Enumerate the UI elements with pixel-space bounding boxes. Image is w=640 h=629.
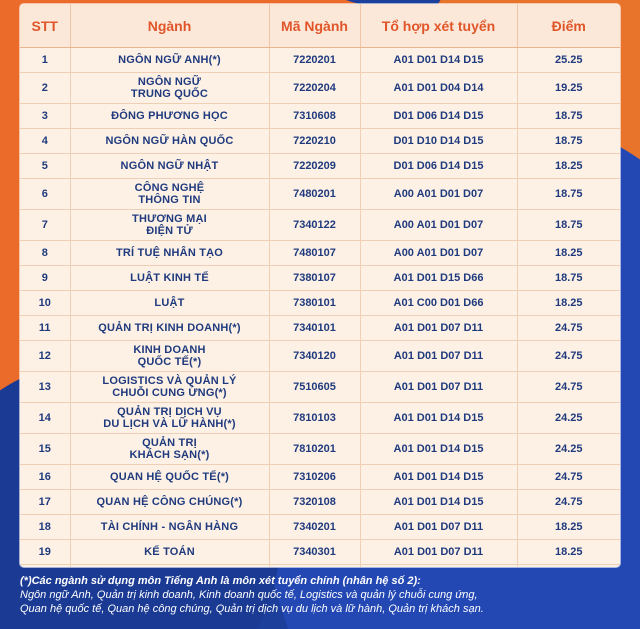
cell-score: 18.75	[517, 104, 620, 129]
cell-stt: 8	[20, 241, 70, 266]
header-stt: STT	[20, 4, 70, 48]
cell-subject-combination: A01 D01 D07 D11	[360, 515, 517, 540]
cell-major-name: QUẢN TRỊ KINH DOANH(*)	[70, 316, 269, 341]
cell-major-code	[269, 565, 360, 568]
cell-stt: 2	[20, 73, 70, 104]
cell-score: 18.25	[517, 241, 620, 266]
cell-stt: 5	[20, 154, 70, 179]
cell-subject-combination: A01 D01 D07 D11	[360, 372, 517, 403]
cell-subject-combination: D01 D06 D14 D15	[360, 104, 517, 129]
cell-stt: 17	[20, 490, 70, 515]
cell-major-name	[70, 565, 269, 568]
cell-subject-combination: D01 D06 D14 D15	[360, 154, 517, 179]
table-row	[20, 565, 620, 568]
cell-major-name: QUẢN TRỊ KHÁCH SẠN(*)	[70, 434, 269, 465]
table-row	[20, 490, 620, 515]
cell-stt: 6	[20, 179, 70, 210]
table-row	[20, 179, 620, 210]
cell-score: 18.25	[517, 540, 620, 565]
cell-stt: 15	[20, 434, 70, 465]
cell-subject-combination: A01 C00 D01 D66	[360, 291, 517, 316]
cell-major-code: 7220209	[269, 154, 360, 179]
cell-stt	[20, 565, 70, 568]
cell-score: 18.75	[517, 210, 620, 241]
cell-subject-combination: A00 A01 D01 D07	[360, 179, 517, 210]
cell-major-name: QUẢN TRỊ DỊCH VỤ DU LỊCH VÀ LỮ HÀNH(*)	[70, 403, 269, 434]
cell-major-code: 7340101	[269, 316, 360, 341]
cell-score: 24.75	[517, 341, 620, 372]
cell-score: 18.25	[517, 154, 620, 179]
cell-major-name: TÀI CHÍNH - NGÂN HÀNG	[70, 515, 269, 540]
cell-stt: 19	[20, 540, 70, 565]
cell-subject-combination: D01 D10 D14 D15	[360, 129, 517, 154]
footnote	[20, 574, 630, 616]
cell-major-code: 7510605	[269, 372, 360, 403]
cell-major-name: KINH DOANH QUỐC TẾ(*)	[70, 341, 269, 372]
table-row	[20, 104, 620, 129]
table-row	[20, 372, 620, 403]
table-row	[20, 210, 620, 241]
cell-score: 19.25	[517, 73, 620, 104]
cell-stt: 14	[20, 403, 70, 434]
cell-subject-combination: A01 D01 D07 D11	[360, 341, 517, 372]
cell-major-code: 7480107	[269, 241, 360, 266]
table-header-row	[20, 4, 620, 48]
header-major-code: Mã Ngành	[269, 4, 360, 48]
cell-subject-combination: A01 D01 D14 D15	[360, 48, 517, 73]
cell-major-code: 7340301	[269, 540, 360, 565]
cell-score: 24.25	[517, 403, 620, 434]
cell-stt: 1	[20, 48, 70, 73]
cell-major-code: 7340201	[269, 515, 360, 540]
cell-major-name: NGÔN NGỮ TRUNG QUỐC	[70, 73, 269, 104]
cell-major-name: THƯƠNG MẠI ĐIỆN TỬ	[70, 210, 269, 241]
cell-subject-combination: A01 D01 D14 D15	[360, 403, 517, 434]
cell-subject-combination: A00 A01 D01 D07	[360, 210, 517, 241]
cell-major-code: 7220201	[269, 48, 360, 73]
table-row	[20, 316, 620, 341]
cell-score: 18.75	[517, 129, 620, 154]
cell-major-code: 7810201	[269, 434, 360, 465]
table-row	[20, 540, 620, 565]
cell-stt: 13	[20, 372, 70, 403]
header-score: Điểm	[517, 4, 620, 48]
cell-subject-combination: A01 D01 D14 D15	[360, 434, 517, 465]
cell-score: 24.75	[517, 316, 620, 341]
cell-stt: 11	[20, 316, 70, 341]
admission-scores-table-card	[20, 4, 620, 567]
cell-subject-combination: A01 D01 D04 D14	[360, 73, 517, 104]
cell-major-name: ĐÔNG PHƯƠNG HỌC	[70, 104, 269, 129]
admission-scores-table	[20, 4, 620, 567]
table-row	[20, 515, 620, 540]
cell-subject-combination: A01 D01 D07 D11	[360, 540, 517, 565]
table-row	[20, 403, 620, 434]
cell-major-code: 7380107	[269, 266, 360, 291]
cell-score: 18.75	[517, 179, 620, 210]
cell-stt: 10	[20, 291, 70, 316]
header-subject-combination: Tổ hợp xét tuyển	[360, 4, 517, 48]
cell-major-code: 7220210	[269, 129, 360, 154]
cell-major-code: 7310608	[269, 104, 360, 129]
cell-major-name: TRÍ TUỆ NHÂN TẠO	[70, 241, 269, 266]
table-row	[20, 48, 620, 73]
cell-score: 18.25	[517, 291, 620, 316]
table-row	[20, 341, 620, 372]
table-row	[20, 73, 620, 104]
cell-major-code: 7810103	[269, 403, 360, 434]
cell-score: 18.25	[517, 515, 620, 540]
cell-subject-combination: A01 D01 D15 D66	[360, 266, 517, 291]
cell-subject-combination: A01 D01 D14 D15	[360, 465, 517, 490]
cell-major-name: QUAN HỆ CÔNG CHÚNG(*)	[70, 490, 269, 515]
cell-score	[517, 565, 620, 568]
cell-stt: 3	[20, 104, 70, 129]
cell-major-code: 7380101	[269, 291, 360, 316]
cell-subject-combination: A00 A01 D01 D07	[360, 241, 517, 266]
cell-subject-combination	[360, 565, 517, 568]
cell-score: 24.75	[517, 490, 620, 515]
cell-score: 18.75	[517, 266, 620, 291]
cell-major-code: 7340122	[269, 210, 360, 241]
cell-subject-combination: A01 D01 D07 D11	[360, 316, 517, 341]
cell-score: 24.75	[517, 465, 620, 490]
cell-subject-combination: A01 D01 D14 D15	[360, 490, 517, 515]
cell-score: 24.25	[517, 434, 620, 465]
cell-score: 25.25	[517, 48, 620, 73]
table-row	[20, 129, 620, 154]
cell-stt: 9	[20, 266, 70, 291]
cell-major-name: KẾ TOÁN	[70, 540, 269, 565]
cell-major-name: LOGISTICS VÀ QUẢN LÝ CHUỖI CUNG ỨNG(*)	[70, 372, 269, 403]
cell-score: 24.75	[517, 372, 620, 403]
table-row	[20, 434, 620, 465]
cell-major-name: LUẬT	[70, 291, 269, 316]
header-major: Ngành	[70, 4, 269, 48]
cell-major-name: NGÔN NGỮ ANH(*)	[70, 48, 269, 73]
table-row	[20, 266, 620, 291]
cell-major-code: 7340120	[269, 341, 360, 372]
cell-major-code: 7220204	[269, 73, 360, 104]
cell-major-name: QUAN HỆ QUỐC TẾ(*)	[70, 465, 269, 490]
cell-major-code: 7480201	[269, 179, 360, 210]
table-row	[20, 291, 620, 316]
cell-major-name: CÔNG NGHỆ THÔNG TIN	[70, 179, 269, 210]
cell-stt: 16	[20, 465, 70, 490]
cell-major-name: NGÔN NGỮ HÀN QUỐC	[70, 129, 269, 154]
cell-major-name: LUẬT KINH TẾ	[70, 266, 269, 291]
cell-major-code: 7320108	[269, 490, 360, 515]
table-row	[20, 241, 620, 266]
cell-major-name: NGÔN NGỮ NHẬT	[70, 154, 269, 179]
footnote-title: (*)Các ngành sử dụng môn Tiếng Anh là môn xét tuyển chính (nhân hệ số 2):	[20, 575, 421, 587]
footnote-line-2: Quan hệ quốc tế, Quan hệ công chúng, Quản trị dịch vụ du lịch và lữ hành, Quản trị khách sạn.	[20, 603, 484, 615]
cell-stt: 7	[20, 210, 70, 241]
table-row	[20, 465, 620, 490]
cell-stt: 12	[20, 341, 70, 372]
footnote-line-1: Ngôn ngữ Anh, Quản trị kinh doanh, Kinh doanh quốc tế, Logistics và quản lý chuỗi cung ứng,	[20, 589, 478, 601]
cell-stt: 4	[20, 129, 70, 154]
table-row	[20, 154, 620, 179]
cell-stt: 18	[20, 515, 70, 540]
cell-major-code: 7310206	[269, 465, 360, 490]
